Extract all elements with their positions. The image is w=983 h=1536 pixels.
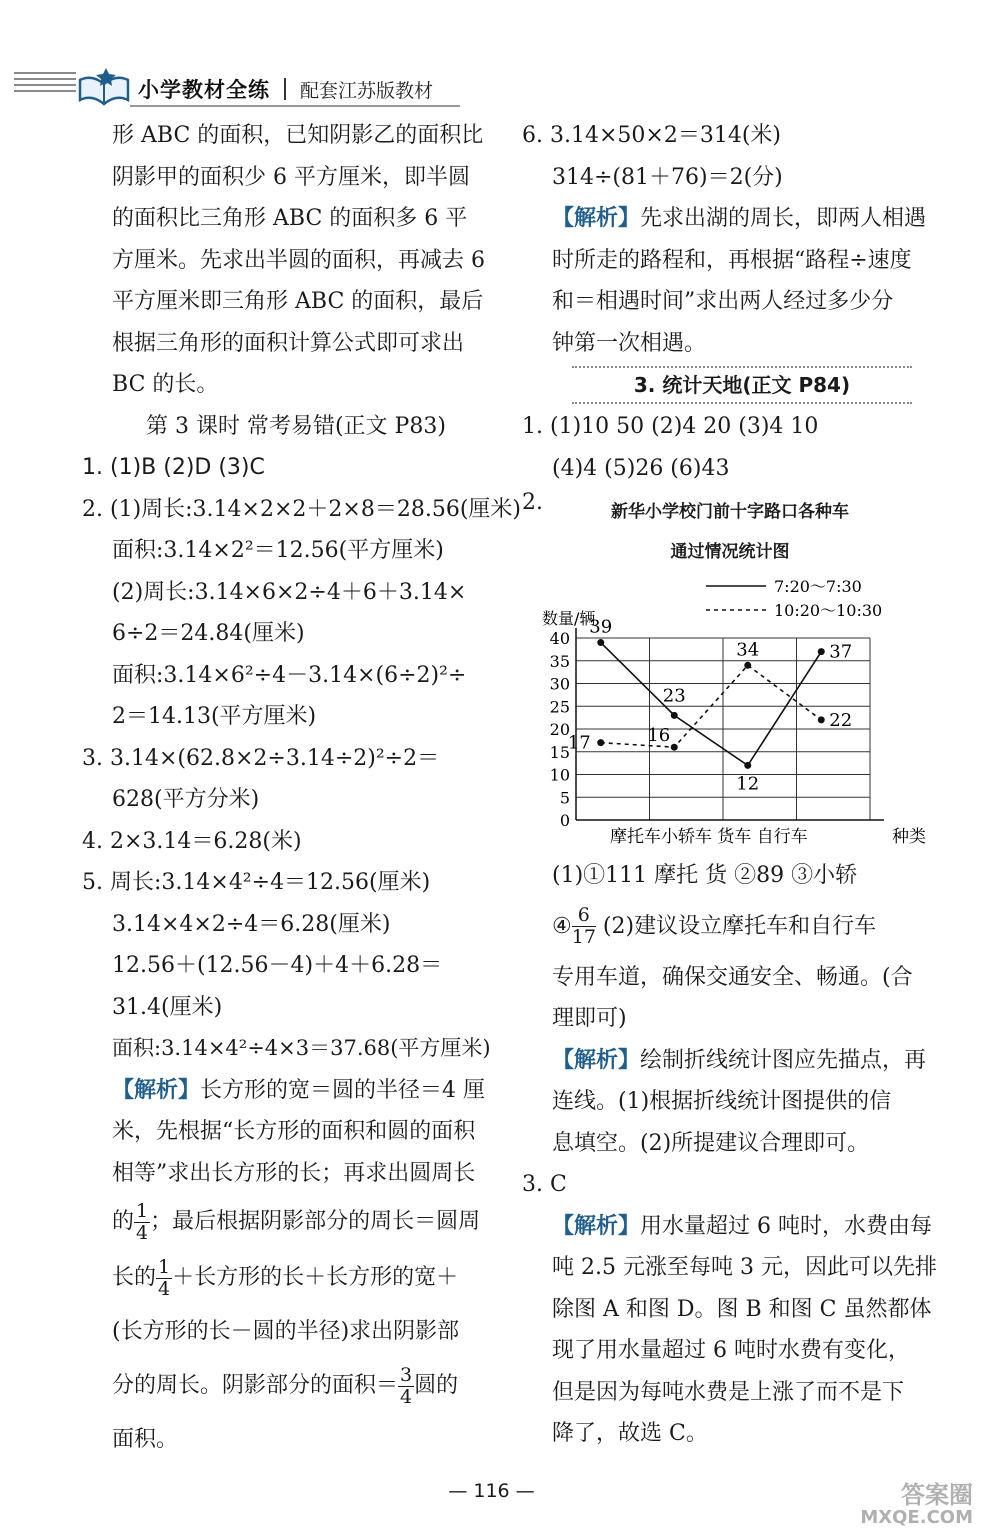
text-line: 连线。(1)根据折线统计图提供的信 [552, 1089, 892, 1114]
text-line: 的 $\frac{1}{4}$ ；最后根据阴影部分的周长＝圆周 [112, 1199, 481, 1244]
stat-question-3: 3. C [522, 1172, 567, 1197]
question-2: 2. (1)周长:3.14×2×2＋2×8＝28.56(厘米) [82, 496, 521, 522]
text-line: 吨 2.5 元涨至每吨 3 元，因此可以先排 [552, 1255, 937, 1280]
text-line: 面积:3.14×4²÷4×3＝37.68(平方厘米) [112, 1036, 491, 1060]
text-line: (长方形的长－圆的半径)求出阴影部 [112, 1319, 460, 1344]
text-line: 降了，故选 C。 [552, 1421, 708, 1446]
analysis-tag: 【解析】 [112, 1077, 201, 1103]
y-tick-label: 15 [549, 742, 570, 762]
header-decor-lines [14, 72, 76, 96]
text-line: (2)周长:3.14×6×2÷4＋6＋3.14× [112, 579, 467, 605]
question-4: 4. 2×3.14＝6.28(米) [82, 828, 302, 854]
text-line: 6÷2＝24.84(厘米) [112, 621, 305, 646]
fraction-6-17: $\frac{6}{17}$ [571, 904, 596, 948]
data-point [671, 744, 678, 751]
lesson-title: 第 3 课时 常考易错(正文 P83) [146, 413, 446, 439]
text-line: 米，先根据“长方形的面积和圆的面积 [112, 1119, 476, 1144]
y-tick-label: 0 [559, 811, 570, 830]
text-line: 的面积比三角形 ABC 的面积多 6 平 [112, 206, 468, 231]
y-tick-label: 10 [549, 765, 570, 785]
stat-question-1: 1. (1)10 50 (2)4 20 (3)4 10 [522, 414, 819, 439]
y-tick-label: 25 [549, 697, 570, 717]
data-point [597, 639, 604, 646]
data-point [818, 716, 825, 723]
data-label: 16 [647, 725, 671, 747]
x-tick-labels: 摩托车小轿车 货车 自行车 [610, 827, 808, 847]
fraction-1-4: $\frac{1}{4}$ [158, 1255, 171, 1300]
text-line: 现了用水量超过 6 吨时水费有变化， [552, 1338, 910, 1363]
y-axis-label: 数量/辆 [542, 609, 596, 628]
text-line: 理即可) [552, 1006, 627, 1031]
text-line: 12.56＋(12.56－4)＋4＋6.28＝ [112, 953, 443, 978]
data-point [597, 739, 604, 746]
header-underline [130, 102, 470, 110]
brand-title: 小学教材全练 [138, 78, 270, 102]
book-logo-icon [76, 60, 132, 108]
text-line: 钟第一次相遇。 [552, 330, 707, 356]
y-tick-label: 5 [559, 788, 570, 808]
data-point [744, 762, 751, 769]
data-label: 22 [829, 709, 853, 731]
text-line: 形 ABC 的面积，已知阴影乙的面积比 [112, 123, 484, 148]
data-label: 39 [589, 616, 613, 638]
analysis-line: 【解析】用水量超过 6 吨时，水费由每 [552, 1213, 932, 1239]
data-label: 34 [736, 639, 760, 661]
text-line: 相等”求出长方形的长；再求出圆周长 [112, 1160, 476, 1186]
watermark: 答案圈 MXQE.COM [860, 1480, 973, 1529]
page-number: — 116 — [448, 1480, 535, 1502]
text-line: 31.4(厘米) [112, 994, 223, 1020]
section-title: 3. 统计天地(正文 P84) [572, 366, 912, 404]
right-column-lower [522, 855, 962, 1455]
question-6: 6. 3.14×50×2＝314(米) [522, 123, 781, 148]
analysis-tag: 【解析】 [552, 1213, 641, 1239]
text-line: (4)4 (5)26 (6)43 [552, 455, 730, 481]
stat-question-2-label: 2. [522, 490, 543, 515]
text-line: 方厘米。先求出半圆的面积，再减去 6 [112, 247, 485, 273]
y-tick-label: 30 [549, 674, 570, 694]
y-tick-label: 35 [549, 651, 570, 671]
analysis-line: 【解析】绘制折线统计图应先描点，再 [552, 1047, 927, 1073]
text-line: 阴影甲的面积少 6 平方厘米，即半圆 [112, 164, 470, 190]
text-line: 专用车道，确保交通安全、畅通。(合 [552, 964, 913, 990]
text-line: 平方厘米即三角形 ABC 的面积，最后 [112, 289, 484, 314]
legend-label: 7:20～7:30 [774, 577, 862, 596]
text-line: 面积。 [112, 1427, 179, 1452]
data-label: 37 [829, 641, 853, 663]
text-line: 但是因为每吨水费是上涨了而不是下 [552, 1379, 905, 1405]
data-point [818, 648, 825, 655]
analysis-tag: 【解析】 [552, 1047, 641, 1073]
analysis-line: 【解析】长方形的宽＝圆的半径＝4 厘 [112, 1077, 486, 1103]
data-label: 12 [736, 773, 760, 795]
text-line: 根据三角形的面积计算公式即可求出 [112, 330, 465, 356]
data-point [671, 712, 678, 719]
text-line: 和＝相遇时间”求出两人经过多少分 [552, 289, 894, 314]
legend-label: 10:20～10:30 [774, 601, 883, 620]
question-3: 3. 3.14×(62.8×2÷3.14÷2)²÷2＝ [82, 745, 440, 771]
data-point [744, 662, 751, 669]
text-line: 时所走的路程和，再根据“路程÷速度 [552, 247, 912, 273]
text-line: 除图 A 和图 D。图 B 和图 C 虽然都体 [552, 1296, 932, 1322]
stat-answer-line: (1)①111 摩托 货 ②89 ③小轿 [552, 863, 858, 888]
header-divider [284, 78, 286, 100]
left-column [82, 115, 521, 1466]
text-line: 3.14×4×2÷4＝6.28(厘米) [112, 911, 391, 937]
line-chart [530, 570, 950, 850]
chart-title: 新华小学校门前十字路口各种车 通过情况统计图 [611, 502, 849, 562]
question-5: 5. 周长:3.14×4²÷4＝12.56(厘米) [82, 870, 431, 895]
fraction-3-4: $\frac{3}{4}$ [400, 1363, 413, 1408]
y-tick-label: 40 [549, 629, 570, 648]
text-line: BC 的长。 [112, 372, 219, 397]
text-line: 息填空。(2)所提建议合理即可。 [552, 1130, 870, 1156]
fraction-1-4: $\frac{1}{4}$ [136, 1199, 149, 1244]
text-line: 面积:3.14×6²÷4－3.14×(6÷2)²÷ [112, 662, 467, 688]
stat-answer-line: ④ $\frac{6}{17}$ (2)建议设立摩托车和自行车 [552, 904, 877, 948]
data-label: 23 [662, 685, 686, 707]
brand-subtitle: 配套江苏版教材 [300, 80, 434, 102]
right-column [522, 115, 962, 489]
data-label: 17 [567, 732, 591, 754]
text-line: 2＝14.13(平方厘米) [112, 704, 317, 729]
analysis-line: 【解析】先求出湖的周长，即两人相遇 [552, 206, 927, 231]
x-axis-label: 种类 [892, 827, 926, 847]
text-line: 314÷(81＋76)＝2(分) [552, 164, 783, 190]
text-line: 分的周长。阴影部分的面积＝ $\frac{3}{4}$ 圆的 [112, 1363, 459, 1408]
analysis-tag: 【解析】 [552, 206, 641, 231]
y-tick-label: 20 [549, 720, 570, 739]
page-header [0, 0, 983, 110]
text-line: 628(平方分米) [112, 787, 260, 812]
text-line: 面积:3.14×2²＝12.56(平方厘米) [112, 538, 444, 563]
text-line: 长的 $\frac{1}{4}$ ＋长方形的长＋长方形的宽＋ [112, 1255, 459, 1300]
question-1: 1. (1)B (2)D (3)C [82, 455, 265, 480]
